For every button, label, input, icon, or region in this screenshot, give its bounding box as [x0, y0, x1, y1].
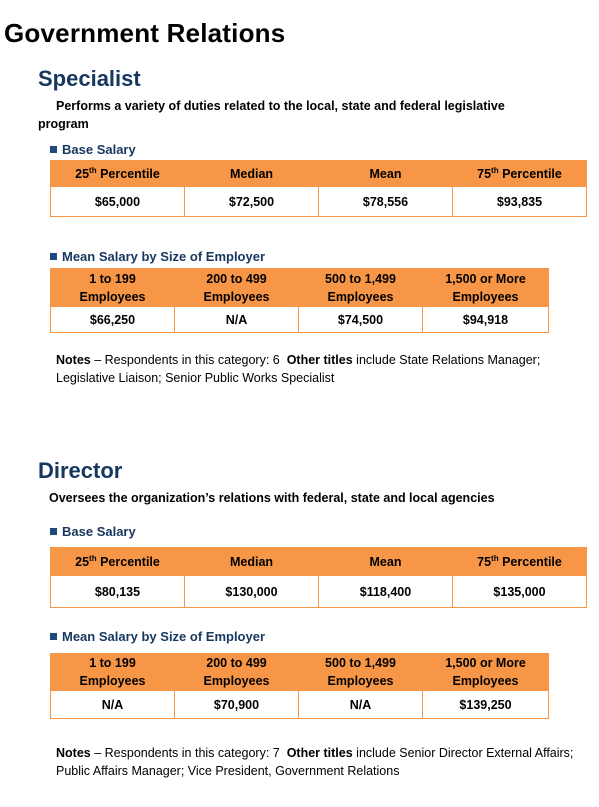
value-cell: $118,400: [319, 576, 453, 608]
notes: Notes – Respondents in this category: 6 Other titles include State Relations Manager; Legislative Liaison; Senior Public Works Specialist: [56, 353, 541, 385]
base-salary-heading-label: Base Salary: [62, 524, 136, 539]
header-cell: Median: [185, 161, 319, 187]
size-table: [50, 653, 549, 719]
header-cell: 200 to 499 Employees: [175, 654, 299, 691]
bullet-icon: [50, 633, 57, 640]
header-cell: 1,500 or More Employees: [423, 654, 549, 691]
header-cell: 1 to 199 Employees: [51, 654, 175, 691]
base-salary-table: [50, 547, 587, 608]
value-cell: N/A: [175, 307, 299, 333]
value-cell: $94,918: [423, 307, 549, 333]
notes: Notes – Respondents in this category: 7 Other titles include Senior Director External Affairs; Public Affairs Manager; Vice President, Government Relations: [56, 746, 574, 778]
header-cell: 75th Percentile: [453, 161, 587, 187]
base-salary-heading-label: Base Salary: [62, 142, 136, 157]
value-cell: N/A: [299, 691, 423, 719]
bullet-icon: [50, 528, 57, 535]
header-cell: 200 to 499 Employees: [175, 269, 299, 307]
page-title: Government Relations: [4, 18, 286, 48]
value-cell: $78,556: [319, 187, 453, 217]
header-cell: 1,500 or More Employees: [423, 269, 549, 307]
bullet-icon: [50, 146, 57, 153]
header-cell: Median: [185, 548, 319, 576]
bullet-icon: [50, 253, 57, 260]
size-heading: [50, 249, 265, 264]
section-title: Director: [38, 458, 123, 483]
header-cell: 25th Percentile: [51, 161, 185, 187]
header-cell: 75th Percentile: [453, 548, 587, 576]
section-description: Oversees the organization’s relations with federal, state and local agencies: [49, 491, 495, 505]
value-cell: $72,500: [185, 187, 319, 217]
value-cell: $74,500: [299, 307, 423, 333]
header-cell: Mean: [319, 548, 453, 576]
section-description: Performs a variety of duties related to the local, state and federal legislative program: [38, 99, 505, 131]
value-cell: N/A: [51, 691, 175, 719]
size-table: [50, 268, 549, 333]
base-salary-heading: [50, 524, 136, 539]
size-heading-label: Mean Salary by Size of Employer: [62, 629, 266, 644]
value-cell: $65,000: [51, 187, 185, 217]
value-cell: $93,835: [453, 187, 587, 217]
header-cell: 500 to 1,499 Employees: [299, 654, 423, 691]
base-salary-heading: [50, 142, 136, 157]
size-heading-label: Mean Salary by Size of Employer: [62, 249, 266, 264]
value-cell: $139,250: [423, 691, 549, 719]
value-cell: $130,000: [185, 576, 319, 608]
value-cell: $70,900: [175, 691, 299, 719]
size-heading: [50, 629, 265, 644]
header-cell: Mean: [319, 161, 453, 187]
header-cell: 25th Percentile: [51, 548, 185, 576]
value-cell: $135,000: [453, 576, 587, 608]
value-cell: $66,250: [51, 307, 175, 333]
base-salary-table: [50, 160, 587, 217]
header-cell: 500 to 1,499 Employees: [299, 269, 423, 307]
header-cell: 1 to 199 Employees: [51, 269, 175, 307]
section-title: Specialist: [38, 66, 141, 91]
value-cell: $80,135: [51, 576, 185, 608]
